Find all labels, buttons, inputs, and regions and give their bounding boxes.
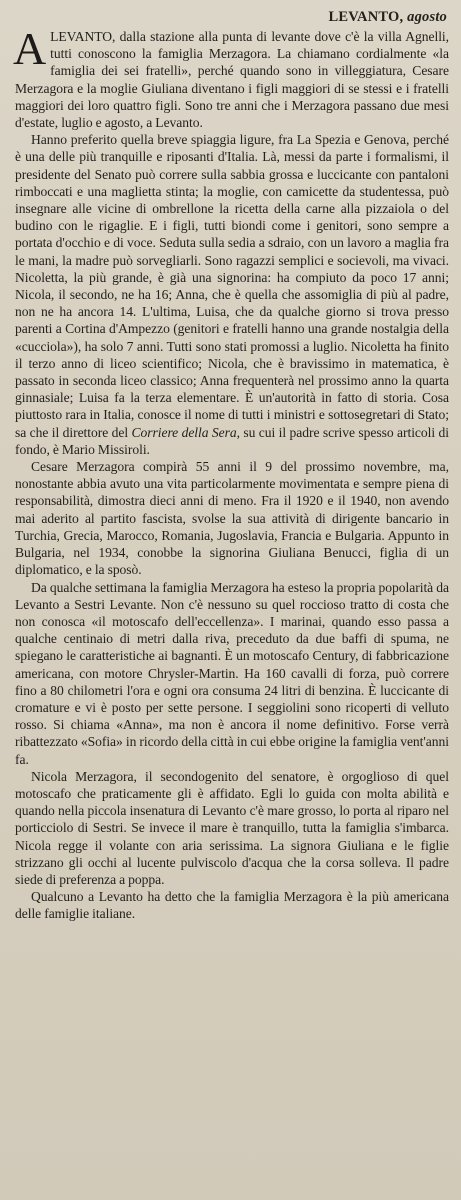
paragraph-2 <box>15 131 449 458</box>
header-month: agosto <box>407 9 447 25</box>
paragraph-3: Cesare Merzagora compirà 55 anni il 9 del prossimo novembre, ma, nonostante abbia avuto una vita particolarmente movimentata e sempre piena di responsabilità, dimostra dieci anni di meno. Fra il 1920 e il 1940, non avendo mai aderito al partito fascista, svolse la sua attività di dirigente bancario in Turchia, Grecia, Marocco, Romania, Jugoslavia, Francia e Bulgaria. Appunto in Bulgaria, nel 1934, conobbe la signorina Giuliana Benucci, figlia di un diplomatico, e la sposò. <box>15 459 449 578</box>
header-place: LEVANTO, <box>328 9 404 25</box>
paragraph-2-text-a: Hanno preferito quella breve spiaggia ligure, fra La Spezia e Genova, perché è una delle più tranquille e riposanti d'Italia. Là, messi da parte i formalismi, il presidente del Senato può correre sulla sabbia grossa e luccicante con pantaloni rimboccati e una maglietta stinta; la moglie, con camicette da studentessa, può insegnare alle vicine di ombrellone la ricetta della carne alla pizzaiola o del budino con le rigaglie. E i figli, tutti biondi come i genitori, sono sempre a portata d'occhio e di voce. Seduta sulla sedia a sdraio, con un lavoro a maglia fra le mani, la madre può sorvegliarli. Sono ragazzi semplici e socievoli, ma vivaci. Nicoletta, la più grande, è già una signorina: ha compiuto da poco 17 anni; Nicola, il secondo, ne ha 16; Anna, che è quella che assomiglia di più al padre, non ne ha ancora 14. L'ultima, Luisa, che da qualche giorno si trova presso parenti a Cortina d'Ampezzo (genitori e fratelli hanno una grande nostalgia della «cucciola»), ha solo 7 anni. Tutti sono stati promossi a luglio. Nicoletta ha finito il terzo anno di liceo scientifico; Nicola, che è bravissimo in matematica, è passato in seconda liceo classico; Anna frequenterà nel prossimo anno la quarta ginnasiale; Luisa fa la terza elementare. È un'autorità in fatto di storia. Cosa piuttosto rara in Italia, conosce il nome di tutti i ministri e sottosegretari di Stato; sa che il direttore del <box>15 132 449 440</box>
paragraph-4: Da qualche settimana la famiglia Merzagora ha esteso la propria popolarità da Levanto a Sestri Levante. Non c'è nessuno su quel roccioso tratto di costa che non conosca «il motoscafo dell'eccellenza». I marinai, quando esso passa a qualche centinaio di metri dalla riva, preceduto da due baffi di spuma, ne spiegano le caratteristiche ai bagnanti. È un motoscafo Century, di fabbricazione americana, con motore Chrysler-Martin. Ha 160 cavalli di forza, può correre fino a 80 chilometri l'ora e ogni ora consuma 24 litri di benzina. È luccicante di cromature e vi è posto per sette persone. I seggiolini sono ricoperti di velluto rosso. Si chiama «Anna», ma non è ancora il nome definitivo. Forse verrà ribattezzato «Sofia» in ricordo della città in cui ebbe origine la famiglia vent'anni fa. <box>15 579 449 767</box>
newspaper-title: Corriere della Sera <box>131 424 237 440</box>
drop-cap: A <box>13 23 47 74</box>
paragraph-5: Nicola Merzagora, il secondogenito del senatore, è orgoglioso di quel motoscafo che praticamente gli è affidato. Egli lo guida con molta abilità e quando nella piccola insenatura di Levanto c'è mare grosso, lo porta al riparo nel porticciolo di Sestri. Se invece il mare è tranquillo, tutta la famiglia s'imbarca. Nicola regge il volante con aria serissima. La signora Giuliana e le figlie strizzano gli occhi al lucente pulviscolo d'acqua che la corsa solleva. Il padre siede di preferenza a poppa. <box>15 768 449 887</box>
paragraph-1 <box>13 23 449 131</box>
paragraph-6: Qualcuno a Levanto ha detto che la famiglia Merzagora è la più americana delle famiglie italiane. <box>15 889 449 922</box>
article-body <box>13 23 449 923</box>
paragraph-2-text-b: , su cui il padre scrive spesso articoli di fondo, è Mario Missiroli. <box>15 424 449 457</box>
page-header <box>15 6 449 28</box>
paragraph-1-text: LEVANTO, dalla stazione alla punta di levante dove c'è la villa Agnelli, tutti conoscono la famiglia Merzagora. La chiamano cordialmente «la famiglia dei sei fratelli», perché quando sono in villeggiatura, Cesare Merzagora e la moglie Giuliana diventano i figli maggiori di se stessi e i fratelli maggiori dei loro quattro figli. Sono tre anni che i Merzagora passano due mesi d'estate, luglio e agosto, a Levanto. <box>15 29 449 131</box>
